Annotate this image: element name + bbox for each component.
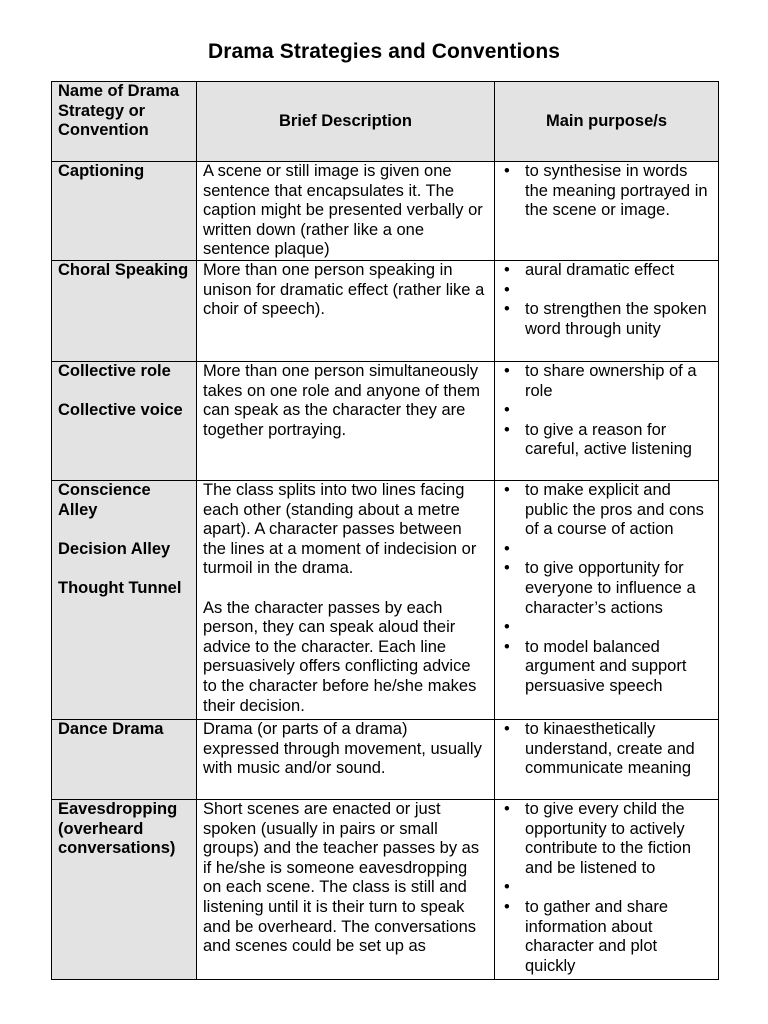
- header-name: Name of Drama Strategy or Convention: [52, 82, 197, 162]
- description-cell: [197, 720, 495, 800]
- purpose-item: • to make explicit and public the pros and cons of a course of action: [501, 481, 712, 540]
- purpose-list: [501, 720, 712, 779]
- strategy-name: Captioning: [58, 162, 145, 180]
- description-text: Drama (or parts of a drama) expressed through movement, usually with music and/or sound.: [203, 720, 482, 778]
- purpose-list: [501, 162, 712, 221]
- purpose-item: • to gather and share information about character and plot quickly: [501, 898, 712, 976]
- purpose-item: • to synthesise in words the meaning portrayed in the scene or image.: [501, 162, 712, 221]
- purpose-cell: [495, 481, 719, 720]
- strategy-name: Collective voice: [58, 401, 183, 420]
- purpose-cell: [495, 362, 719, 481]
- table-header-row: [52, 82, 719, 162]
- name-spacer: [58, 520, 190, 540]
- table-row: [52, 362, 719, 481]
- description-cell: [197, 162, 495, 261]
- list-spacer: [501, 401, 712, 421]
- drama-strategies-table: [51, 81, 719, 980]
- strategy-name: Choral Speaking: [58, 261, 189, 279]
- strategy-name-cell: [52, 481, 197, 720]
- strategy-name: Collective role: [58, 362, 171, 380]
- description-text: As the character passes by each person, they can speak aloud their advice to the character. Each line persuasively offers conflicting advice to the character before he/she makes their decision.: [203, 598, 477, 715]
- list-spacer: [501, 618, 712, 638]
- strategy-name: Thought Tunnel: [58, 578, 182, 597]
- purpose-list: [501, 261, 712, 339]
- strategy-name: Eavesdropping (overheard conversations): [58, 800, 178, 858]
- purpose-item: • to give opportunity for everyone to influence a character’s actions: [501, 559, 712, 618]
- strategy-name: Decision Alley: [58, 539, 171, 558]
- purpose-item: • to share ownership of a role: [501, 362, 712, 401]
- name-spacer: [58, 382, 190, 402]
- table-row: [52, 481, 719, 720]
- description-cell: [197, 261, 495, 362]
- strategy-name-cell: [52, 720, 197, 800]
- page-title: Drama Strategies and Conventions: [207, 40, 561, 63]
- list-spacer: [501, 281, 712, 301]
- paragraph-spacer: [203, 579, 488, 599]
- purpose-cell: [495, 261, 719, 362]
- description-text: More than one person speaking in unison for dramatic effect (rather like a choir of speech).: [203, 261, 485, 319]
- list-spacer: [501, 540, 712, 560]
- table-row: [52, 162, 719, 261]
- purpose-list: [501, 481, 712, 697]
- purpose-cell: [495, 800, 719, 980]
- table-row: [52, 261, 719, 362]
- header-purpose: Main purpose/s: [495, 82, 719, 162]
- purpose-cell: [495, 720, 719, 800]
- strategy-name-cell: [52, 261, 197, 362]
- purpose-item: • aural dramatic effect: [501, 261, 712, 281]
- description-cell: [197, 800, 495, 980]
- table-row: [52, 800, 719, 980]
- strategy-name-cell: [52, 800, 197, 980]
- description-text: The class splits into two lines facing each other (standing about a metre apart). A character passes between the lines at a moment of indecision or turmoil in the drama.: [203, 481, 477, 578]
- list-spacer: [501, 878, 712, 898]
- strategy-name-cell: [52, 362, 197, 481]
- purpose-cell: [495, 162, 719, 261]
- strategy-name: Dance Drama: [58, 720, 164, 738]
- purpose-item: • to strengthen the spoken word through unity: [501, 300, 712, 339]
- description-text: A scene or still image is given one sentence that encapsulates it. The caption might be presented verbally or written down (rather like a one sentence plaque): [203, 162, 483, 259]
- purpose-item: • to model balanced argument and support persuasive speech: [501, 638, 712, 697]
- purpose-list: [501, 362, 712, 460]
- purpose-list: [501, 800, 712, 976]
- purpose-item: • to give every child the opportunity to actively contribute to the fiction and be listened to: [501, 800, 712, 878]
- purpose-item: • to give a reason for careful, active listening: [501, 421, 712, 460]
- description-text: Short scenes are enacted or just spoken (usually in pairs or small groups) and the teacher passes by as if he/she is someone eavesdropping on each scene. The class is still and listening until it is their turn to speak and be overheard. The conversations and scenes could be set up as: [203, 800, 480, 956]
- strategy-name-cell: [52, 162, 197, 261]
- description-cell: [197, 362, 495, 481]
- table-row: [52, 720, 719, 800]
- strategy-name: Conscience Alley: [58, 481, 151, 519]
- header-description: Brief Description: [197, 82, 495, 162]
- description-text: More than one person simultaneously takes on one role and anyone of them can speak as the character they are together portraying.: [203, 362, 481, 439]
- purpose-item: • to kinaesthetically understand, create and communicate meaning: [501, 720, 712, 779]
- description-cell: [197, 481, 495, 720]
- name-spacer: [58, 559, 190, 579]
